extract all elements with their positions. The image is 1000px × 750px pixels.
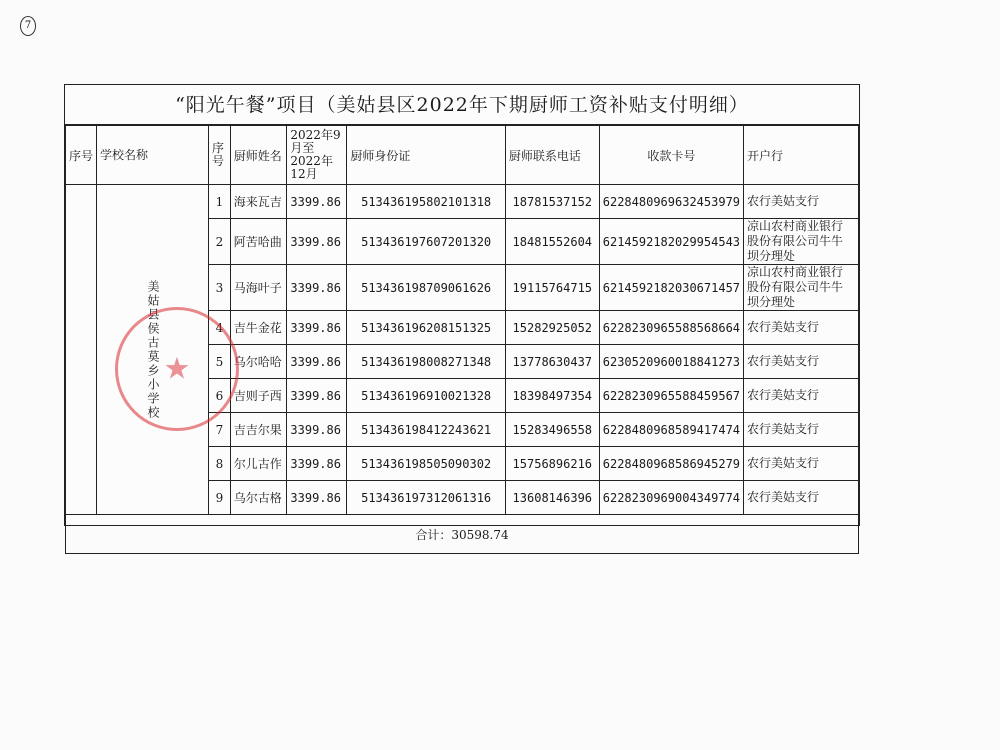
pay-amount: 3399.86 — [287, 447, 347, 481]
row-number: 6 — [209, 379, 231, 413]
bank-name: 农行美姑支行 — [744, 481, 859, 515]
bank-name: 农行美姑支行 — [744, 379, 859, 413]
bank-name: 农行美姑支行 — [744, 185, 859, 219]
phone-number: 15283496558 — [505, 413, 599, 447]
pay-amount: 3399.86 — [287, 219, 347, 265]
card-number: 6214592182029954543 — [599, 219, 743, 265]
chef-name: 吉吉尔果 — [230, 413, 287, 447]
table-row — [66, 185, 859, 219]
bank-name: 凉山农村商业银行股份有限公司牛牛坝分理处 — [744, 265, 859, 311]
chef-name: 马海叶子 — [230, 265, 287, 311]
row-number: 9 — [209, 481, 231, 515]
bank-name: 农行美姑支行 — [744, 413, 859, 447]
total-amount: 合计：30598.74 — [66, 515, 859, 554]
card-number: 6228230969004349774 — [599, 481, 743, 515]
card-number: 6228480969632453979 — [599, 185, 743, 219]
header-id-number: 厨师身份证 — [347, 126, 505, 185]
document-title: “阳光午餐”项目（美姑县区2022年下期厨师工资补贴支付明细） — [65, 85, 859, 125]
seq-outer-cell — [66, 185, 97, 515]
phone-number: 13778630437 — [505, 345, 599, 379]
chef-name: 乌尔古格 — [230, 481, 287, 515]
bank-name: 凉山农村商业银行股份有限公司牛牛坝分理处 — [744, 219, 859, 265]
header-row — [66, 126, 859, 185]
pay-amount: 3399.86 — [287, 345, 347, 379]
phone-number: 18398497354 — [505, 379, 599, 413]
bank-name: 农行美姑支行 — [744, 311, 859, 345]
header-school-name: 学校名称 — [97, 126, 209, 185]
pay-amount: 3399.86 — [287, 265, 347, 311]
header-phone: 厨师联系电话 — [505, 126, 599, 185]
chef-name: 尔儿古作 — [230, 447, 287, 481]
pay-amount: 3399.86 — [287, 311, 347, 345]
chef-name: 吉则子西 — [230, 379, 287, 413]
header-seq-outer: 序号 — [66, 126, 97, 185]
phone-number: 18781537152 — [505, 185, 599, 219]
id-number: 513436198709061626 — [347, 265, 505, 311]
phone-number: 18481552604 — [505, 219, 599, 265]
id-number: 513436198008271348 — [347, 345, 505, 379]
id-number: 513436197312061316 — [347, 481, 505, 515]
card-number: 6230520960018841273 — [599, 345, 743, 379]
id-number: 513436195802101318 — [347, 185, 505, 219]
bank-name: 农行美姑支行 — [744, 447, 859, 481]
page-marker — [20, 16, 36, 36]
pay-amount: 3399.86 — [287, 413, 347, 447]
bank-name: 农行美姑支行 — [744, 345, 859, 379]
chef-name: 海来瓦吉 — [230, 185, 287, 219]
id-number: 513436196910021328 — [347, 379, 505, 413]
table-body — [66, 185, 859, 515]
page-marker-number: 7 — [24, 20, 32, 31]
chef-name: 乌尔哈哈 — [230, 345, 287, 379]
header-seq-inner: 序号 — [209, 126, 231, 185]
row-number: 2 — [209, 219, 231, 265]
phone-number: 15282925052 — [505, 311, 599, 345]
phone-number: 13608146396 — [505, 481, 599, 515]
id-number: 513436198505090302 — [347, 447, 505, 481]
row-number: 8 — [209, 447, 231, 481]
school-cell — [97, 185, 209, 515]
pay-amount: 3399.86 — [287, 379, 347, 413]
row-number: 4 — [209, 311, 231, 345]
payment-table — [65, 125, 859, 554]
row-number: 1 — [209, 185, 231, 219]
header-bank: 开户行 — [744, 126, 859, 185]
card-number: 6228230965588568664 — [599, 311, 743, 345]
card-number: 6214592182030671457 — [599, 265, 743, 311]
chef-name: 吉牛金花 — [230, 311, 287, 345]
pay-amount: 3399.86 — [287, 185, 347, 219]
header-card-no: 收款卡号 — [599, 126, 743, 185]
pay-amount: 3399.86 — [287, 481, 347, 515]
row-number: 3 — [209, 265, 231, 311]
id-number: 513436198412243621 — [347, 413, 505, 447]
total-row — [66, 515, 859, 554]
payment-document — [64, 84, 860, 542]
card-number: 6228480968589417474 — [599, 413, 743, 447]
id-number: 513436197607201320 — [347, 219, 505, 265]
header-chef-name: 厨师姓名 — [230, 126, 287, 185]
chef-name: 阿苦哈曲 — [230, 219, 287, 265]
header-period: 2022年9月至2022年12月 — [287, 126, 347, 185]
phone-number: 19115764715 — [505, 265, 599, 311]
seal-star-icon: ★ — [163, 351, 191, 387]
id-number: 513436196208151325 — [347, 311, 505, 345]
row-number: 5 — [209, 345, 231, 379]
row-number: 7 — [209, 413, 231, 447]
card-number: 6228230965588459567 — [599, 379, 743, 413]
phone-number: 15756896216 — [505, 447, 599, 481]
school-name: 美姑县侯古莫乡小学校 — [146, 279, 161, 420]
card-number: 6228480968586945279 — [599, 447, 743, 481]
